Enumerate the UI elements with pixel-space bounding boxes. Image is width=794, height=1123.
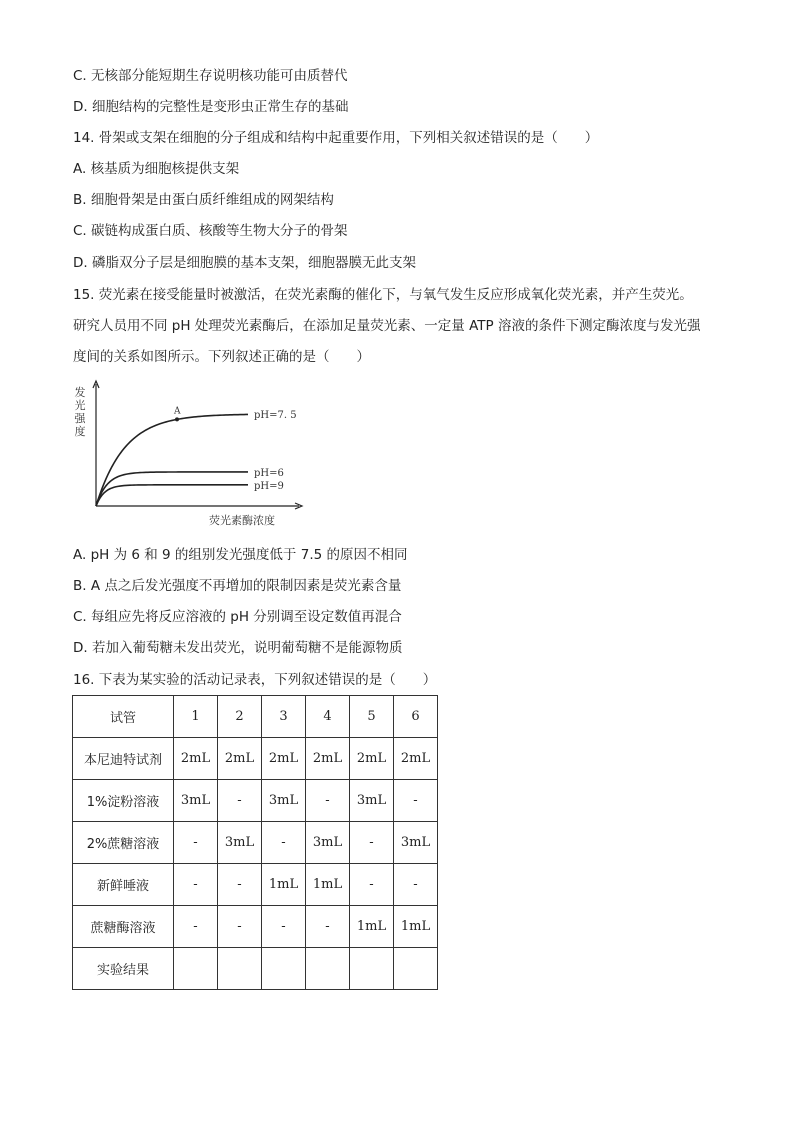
table-cell: 2mL bbox=[174, 738, 218, 780]
table-cell: - bbox=[218, 906, 262, 948]
row-label: 本尼迪特试剂 bbox=[73, 738, 174, 780]
table-cell: - bbox=[218, 780, 262, 822]
table-cell: - bbox=[306, 780, 350, 822]
experiment-record-table bbox=[72, 695, 438, 990]
table-cell: 3mL bbox=[174, 780, 218, 822]
series-line-2 bbox=[96, 472, 248, 506]
row-label: 新鲜唾液 bbox=[73, 864, 174, 906]
table-header-label: 试管 bbox=[73, 696, 174, 738]
table-cell: 1mL bbox=[306, 864, 350, 906]
table-row bbox=[73, 780, 438, 822]
q14-option-b: B. 细胞骨架是由蛋白质纤维组成的网架结构 bbox=[73, 192, 334, 208]
row-label: 2%蔗糖溶液 bbox=[73, 822, 174, 864]
chart-canvas bbox=[66, 378, 306, 528]
table-row bbox=[73, 822, 438, 864]
x-axis-label: 荧光素酶浓度 bbox=[209, 514, 275, 527]
table-cell: 3mL bbox=[394, 822, 438, 864]
tube-number: 1 bbox=[174, 696, 218, 738]
row-label: 1%淀粉溶液 bbox=[73, 780, 174, 822]
table-cell: - bbox=[262, 822, 306, 864]
q15-option-c: C. 每组应先将反应溶液的 pH 分别调至设定数值再混合 bbox=[73, 609, 402, 625]
table-cell bbox=[350, 948, 394, 990]
tube-number: 2 bbox=[218, 696, 262, 738]
table-cell bbox=[262, 948, 306, 990]
tube-number: 5 bbox=[350, 696, 394, 738]
tube-number: 4 bbox=[306, 696, 350, 738]
row-label: 实验结果 bbox=[73, 948, 174, 990]
table-cell: - bbox=[394, 780, 438, 822]
tube-number: 6 bbox=[394, 696, 438, 738]
table-cell: - bbox=[394, 864, 438, 906]
table-cell: 2mL bbox=[218, 738, 262, 780]
table-cell: - bbox=[174, 906, 218, 948]
table-cell: 2mL bbox=[350, 738, 394, 780]
q15-option-d: D. 若加入葡萄糖未发出荧光，说明葡萄糖不是能源物质 bbox=[73, 640, 403, 656]
q15-stem-line-3: 度间的关系如图所示。下列叙述正确的是（ ） bbox=[73, 349, 370, 365]
table-cell: - bbox=[350, 822, 394, 864]
table-row bbox=[73, 906, 438, 948]
table-cell: 3mL bbox=[306, 822, 350, 864]
luminescence-chart bbox=[66, 378, 306, 528]
q15-option-a: A. pH 为 6 和 9 的组别发光强度低于 7.5 的原因不相同 bbox=[73, 547, 408, 563]
table-cell: 1mL bbox=[394, 906, 438, 948]
q13-option-c: C. 无核部分能短期生存说明核功能可由质替代 bbox=[73, 68, 348, 84]
series-line-3 bbox=[96, 485, 248, 506]
table-cell: - bbox=[174, 822, 218, 864]
point-a-marker bbox=[175, 417, 179, 421]
table-cell bbox=[218, 948, 262, 990]
q15-stem-line-2: 研究人员用不同 pH 处理荧光素酶后，在添加足量荧光素、一定量 ATP 溶液的条件下测定酶浓度与发光强 bbox=[73, 318, 701, 334]
table-cell: 3mL bbox=[218, 822, 262, 864]
table-cell: - bbox=[350, 864, 394, 906]
q14-option-c: C. 碳链构成蛋白质、核酸等生物大分子的骨架 bbox=[73, 223, 348, 239]
table-cell: 2mL bbox=[262, 738, 306, 780]
table-cell: 3mL bbox=[262, 780, 306, 822]
q14-option-a: A. 核基质为细胞核提供支架 bbox=[73, 161, 240, 177]
y-axis-label: 发光强度 bbox=[74, 386, 86, 438]
table-cell: - bbox=[262, 906, 306, 948]
series-line-1 bbox=[96, 414, 248, 506]
table-cell: 3mL bbox=[350, 780, 394, 822]
q13-option-d: D. 细胞结构的完整性是变形虫正常生存的基础 bbox=[73, 99, 349, 115]
q14-stem: 14. 骨架或支架在细胞的分子组成和结构中起重要作用，下列相关叙述错误的是（ ） bbox=[73, 130, 599, 146]
series-label-2: pH=6 bbox=[254, 467, 284, 479]
table-cell: - bbox=[306, 906, 350, 948]
table-cell bbox=[394, 948, 438, 990]
table-cell: 1mL bbox=[350, 906, 394, 948]
row-label: 蔗糖酶溶液 bbox=[73, 906, 174, 948]
point-a-label: A bbox=[174, 406, 181, 417]
table-cell: 1mL bbox=[262, 864, 306, 906]
table-header-row bbox=[73, 696, 438, 738]
table-cell bbox=[306, 948, 350, 990]
tube-number: 3 bbox=[262, 696, 306, 738]
table-cell: 2mL bbox=[394, 738, 438, 780]
table-cell: 2mL bbox=[306, 738, 350, 780]
q15-option-b: B. A 点之后发光强度不再增加的限制因素是荧光素含量 bbox=[73, 578, 402, 594]
series-label-1: pH=7. 5 bbox=[254, 410, 297, 421]
table-cell bbox=[174, 948, 218, 990]
table-row bbox=[73, 864, 438, 906]
table-cell: - bbox=[218, 864, 262, 906]
q15-stem-line-1: 15. 荧光素在接受能量时被激活，在荧光素酶的催化下，与氧气发生反应形成氧化荧光素，并产生荧光。 bbox=[73, 287, 693, 303]
series-label-3: pH=9 bbox=[254, 480, 284, 492]
table-row bbox=[73, 948, 438, 990]
q14-option-d: D. 磷脂双分子层是细胞膜的基本支架，细胞器膜无此支架 bbox=[73, 255, 416, 271]
table-row bbox=[73, 738, 438, 780]
q16-stem: 16. 下表为某实验的活动记录表，下列叙述错误的是（ ） bbox=[73, 672, 437, 688]
table-cell: - bbox=[174, 864, 218, 906]
